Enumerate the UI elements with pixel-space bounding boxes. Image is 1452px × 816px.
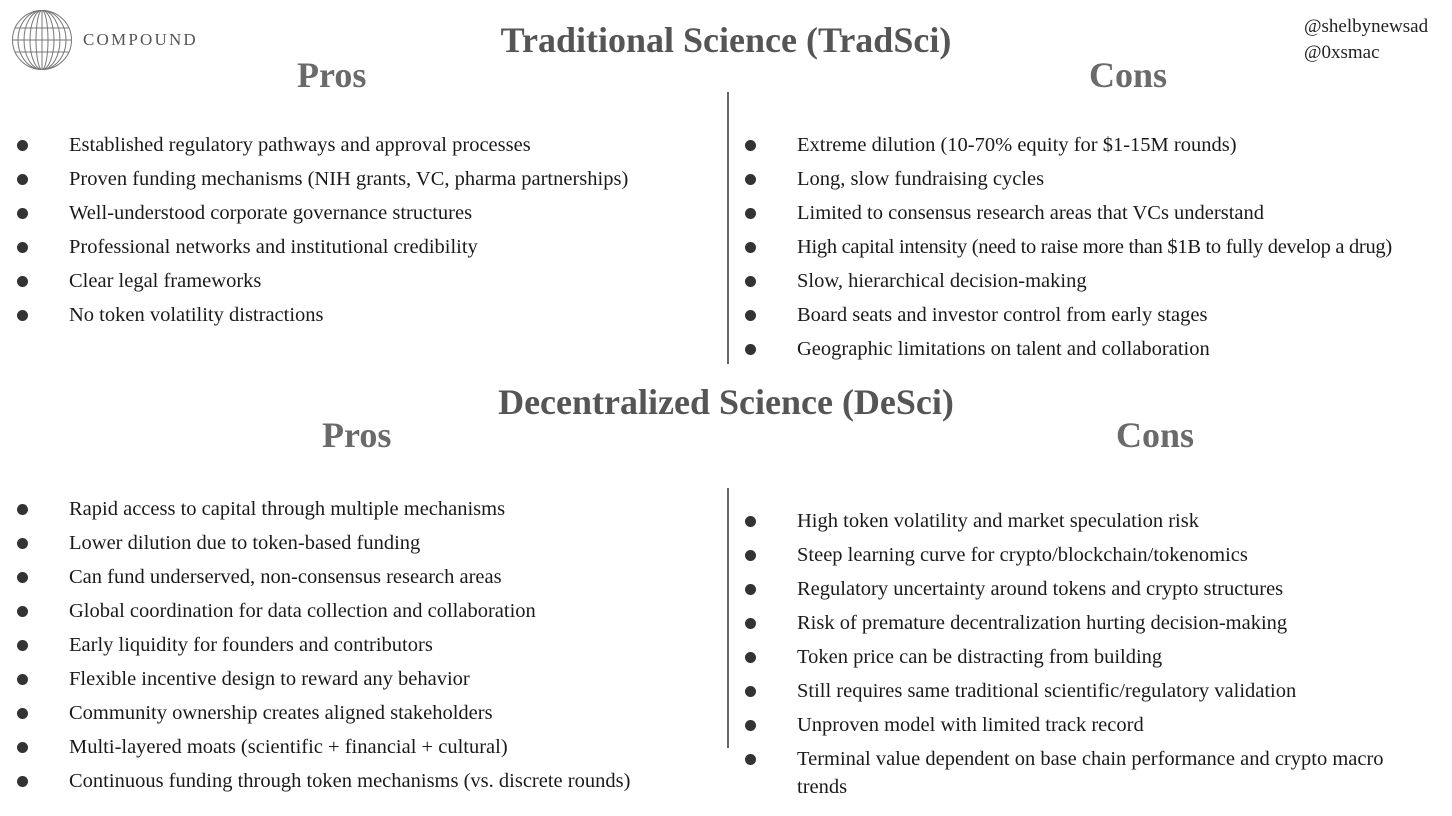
list-item: Risk of premature decentralization hurting decision-making (745, 609, 1405, 637)
bullet-icon (745, 584, 756, 595)
desci-cons-list (745, 507, 1405, 807)
bullet-icon (745, 652, 756, 663)
tradsci-pros-heading: Pros (297, 55, 367, 95)
bullet-icon (17, 208, 28, 219)
list-item: Can fund underserved, non-consensus research areas (17, 563, 707, 591)
handle: @0xsmac (1304, 42, 1380, 63)
bullet-icon (745, 754, 756, 765)
list-item: Unproven model with limited track record (745, 711, 1405, 739)
bullet-icon (17, 174, 28, 185)
bullet-icon (17, 310, 28, 321)
list-item: Extreme dilution (10-70% equity for $1-15M rounds) (745, 131, 1445, 159)
bullet-icon (17, 606, 28, 617)
desci-pros-list (17, 495, 707, 801)
list-item: Board seats and investor control from early stages (745, 301, 1445, 329)
tradsci-divider (727, 92, 729, 364)
list-item: Terminal value dependent on base chain performance and crypto macro trends (745, 745, 1405, 801)
bullet-icon (17, 572, 28, 583)
desci-title: Decentralized Science (DeSci) (498, 382, 954, 422)
tradsci-pros-list (17, 131, 707, 335)
desci-divider (727, 488, 729, 748)
bullet-icon (17, 742, 28, 753)
bullet-icon (17, 776, 28, 787)
list-item: Slow, hierarchical decision-making (745, 267, 1445, 295)
list-item: Community ownership creates aligned stakeholders (17, 699, 707, 727)
bullet-icon (745, 208, 756, 219)
bullet-icon (745, 550, 756, 561)
bullet-icon (745, 720, 756, 731)
bullet-icon (17, 504, 28, 515)
bullet-icon (745, 242, 756, 253)
bullet-icon (17, 538, 28, 549)
desci-pros-heading: Pros (322, 415, 392, 455)
list-item: Well-understood corporate governance structures (17, 199, 707, 227)
list-item: Rapid access to capital through multiple mechanisms (17, 495, 707, 523)
bullet-icon (17, 708, 28, 719)
list-item: Continuous funding through token mechanisms (vs. discrete rounds) (17, 767, 707, 795)
bullet-icon (745, 344, 756, 355)
tradsci-title: Traditional Science (TradSci) (500, 20, 952, 60)
list-item: Early liquidity for founders and contributors (17, 631, 707, 659)
brand-name: COMPOUND (83, 30, 198, 49)
list-item: Limited to consensus research areas that VCs understand (745, 199, 1445, 227)
tradsci-cons-list (745, 131, 1445, 369)
list-item: High token volatility and market speculation risk (745, 507, 1405, 535)
bullet-icon (745, 276, 756, 287)
list-item: Regulatory uncertainty around tokens and crypto structures (745, 575, 1405, 603)
list-item: Token price can be distracting from building (745, 643, 1405, 671)
desci-cons-heading: Cons (1116, 415, 1195, 455)
bullet-icon (745, 140, 756, 151)
tradsci-cons-heading: Cons (1089, 55, 1168, 95)
bullet-icon (745, 516, 756, 527)
bullet-icon (17, 140, 28, 151)
bullet-icon (17, 276, 28, 287)
list-item: Professional networks and institutional credibility (17, 233, 707, 261)
bullet-icon (745, 174, 756, 185)
list-item: Lower dilution due to token-based funding (17, 529, 707, 557)
list-item: Geographic limitations on talent and collaboration (745, 335, 1445, 363)
list-item: Global coordination for data collection and collaboration (17, 597, 707, 625)
list-item: Multi-layered moats (scientific + financial + cultural) (17, 733, 707, 761)
list-item: No token volatility distractions (17, 301, 707, 329)
bullet-icon (17, 640, 28, 651)
bullet-icon (17, 674, 28, 685)
list-item: Clear legal frameworks (17, 267, 707, 295)
list-item: Steep learning curve for crypto/blockchain/tokenomics (745, 541, 1405, 569)
list-item: High capital intensity (need to raise more than $1B to fully develop a drug) (745, 233, 1445, 261)
bullet-icon (745, 618, 756, 629)
list-item: Proven funding mechanisms (NIH grants, VC, pharma partnerships) (17, 165, 707, 193)
list-item: Flexible incentive design to reward any behavior (17, 665, 707, 693)
handle: @shelbynewsad (1304, 16, 1429, 37)
bullet-icon (745, 686, 756, 697)
list-item: Established regulatory pathways and approval processes (17, 131, 707, 159)
list-item: Long, slow fundraising cycles (745, 165, 1445, 193)
bullet-icon (745, 310, 756, 321)
list-item: Still requires same traditional scientific/regulatory validation (745, 677, 1405, 705)
bullet-icon (17, 242, 28, 253)
